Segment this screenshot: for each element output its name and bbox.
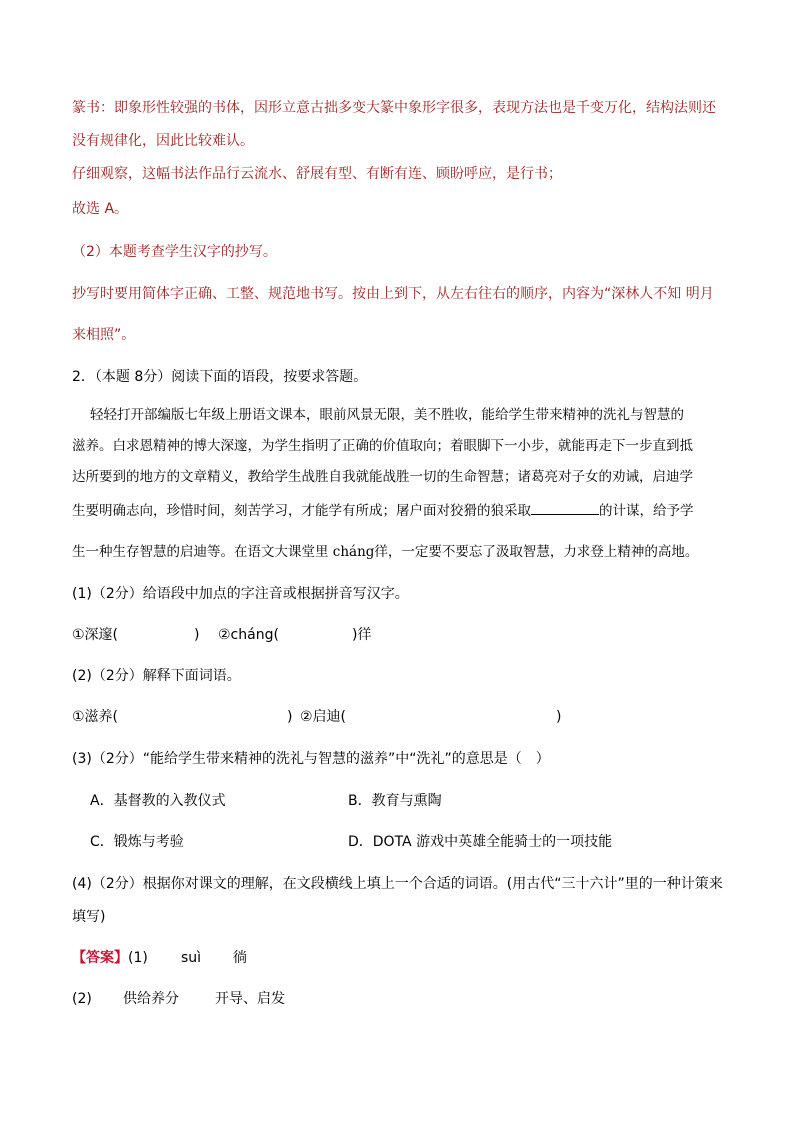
answer-number: (1) (128, 950, 148, 966)
sub-question-item: ) (194, 627, 200, 643)
answer-number: (2) (72, 991, 92, 1007)
analysis-line: 仔细观察，这幅书法作品行云流水、舒展有型、有断有连、顾盼呼应，是行书； (72, 166, 562, 182)
analysis-line: 没有规律化，因此比较难认。 (72, 133, 254, 149)
sub-question-prompt: (4)（2分）根据你对课文的理解，在文段横线上填上一个合适的词语。(用古代“三十六计”里的一种计策来 (72, 876, 723, 892)
passage-line: 生一种生存智慧的启迪等。在语文大课堂里 cháng徉，一定要不要忘了汲取智慧，力求登上精神的高地。 (72, 544, 699, 560)
sub-question-prompt: 填写) (72, 909, 106, 925)
analysis-line: （2）本题考查学生汉字的抄写。 (72, 244, 277, 260)
passage-text: 的计谋，给予学 (599, 503, 694, 519)
answer-line (72, 948, 148, 968)
analysis-line: 来相照”。 (72, 327, 136, 343)
sub-question-item: )徉 (352, 627, 372, 643)
analysis-line: 篆书：即象形性较强的书体，因形立意古拙多变大篆中象形字很多，表现方法也是千变万化，结构法则还 (72, 100, 716, 116)
option-b: B．教育与熏陶 (348, 793, 442, 809)
fill-blank (531, 500, 599, 515)
sub-question-item: ①滋养( (72, 709, 119, 725)
passage-line: 滋养。白求恩精神的博大深邃，为学生指明了正确的价值取向；着眼脚下一小步，就能再走下一步直到抵 (72, 438, 693, 454)
option-d: D．DOTA 游戏中英雄全能骑士的一项技能 (348, 834, 613, 850)
answer-value: 开导、启发 (215, 991, 285, 1007)
answer-label: 【答案】 (72, 950, 128, 966)
sub-question-prompt: (3)（2分）“能给学生带来精神的洗礼与智慧的滋养”中“洗礼”的意思是（ ） (72, 751, 550, 767)
sub-question-item: ②启迪( (300, 709, 347, 725)
answer-value: 供给养分 (123, 991, 179, 1007)
sub-question-prompt: (1)（2分）给语段中加点的字注音或根据拼音写汉字。 (72, 586, 409, 602)
analysis-line: 故选 A。 (72, 201, 129, 217)
sub-question-item: ) (287, 709, 293, 725)
answer-value: 徜 (233, 950, 247, 966)
sub-question-item: ②cháng( (218, 627, 279, 643)
answer-value: suì (181, 950, 202, 966)
passage-line: 达所要到的地方的文章精义，教给学生战胜自我就能战胜一切的生命智慧；诸葛亮对子女的劝诫，启迪学 (72, 469, 693, 485)
passage-line: 轻轻打开部编版七年级上册语文课本，眼前风景无限，美不胜收，能给学生带来精神的洗礼与智慧的 (90, 407, 684, 423)
option-a: A．基督教的入教仪式 (90, 793, 226, 809)
sub-question-item: ①深邃( (72, 627, 119, 643)
sub-question-item: ) (556, 709, 562, 725)
sub-question-prompt: (2)（2分）解释下面词语。 (72, 668, 241, 684)
analysis-line: 抄写时要用简体字正确、工整、规范地书写。按由上到下，从左右往右的顺序，内容为“深林人不知 明月 (72, 286, 714, 302)
passage-text: 生要明确志向，珍惜时间，刻苦学习，才能学有所成；屠户面对狡猾的狼采取 (72, 503, 531, 519)
option-c: C．锻炼与考验 (90, 834, 184, 850)
question-header: 2．（本题 8分）阅读下面的语段，按要求答题。 (72, 369, 368, 385)
passage-line (72, 500, 694, 521)
